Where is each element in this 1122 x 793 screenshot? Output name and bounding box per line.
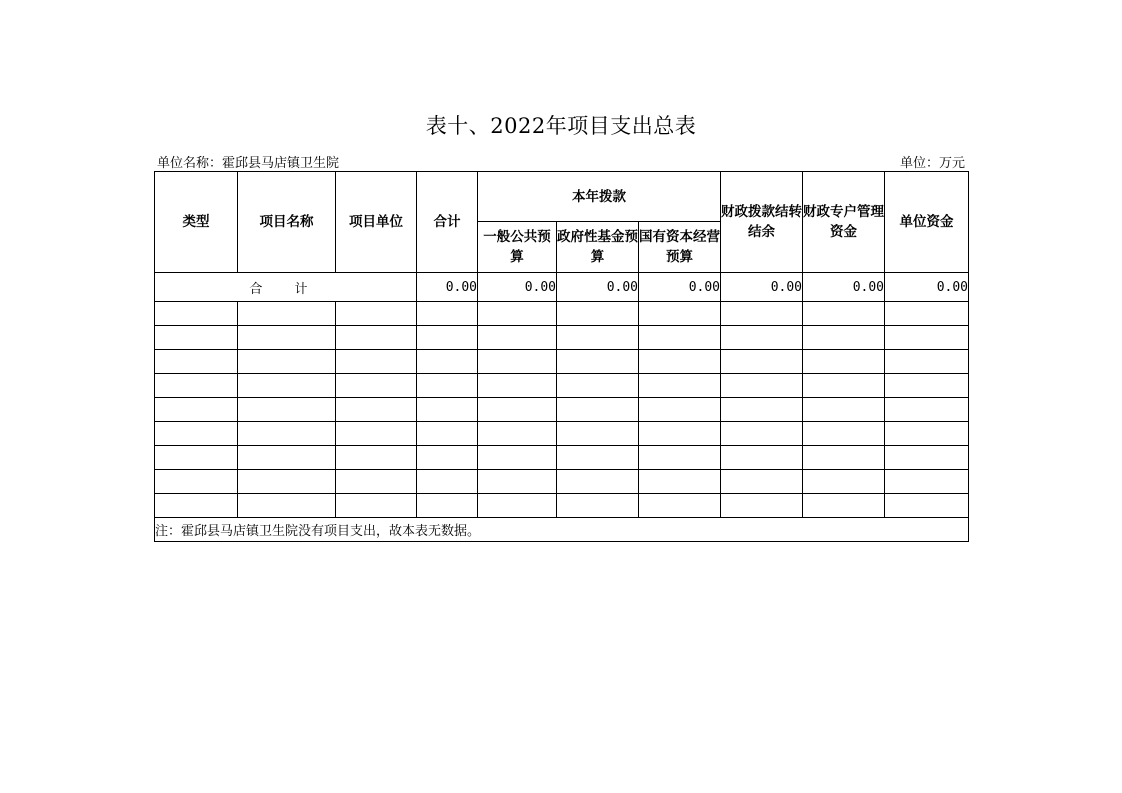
state-capital-value: 0.00 bbox=[639, 273, 721, 302]
table-cell bbox=[557, 446, 639, 470]
table-cell bbox=[155, 422, 238, 446]
table-cell bbox=[478, 398, 557, 422]
table-row bbox=[155, 326, 969, 350]
table-cell bbox=[721, 326, 803, 350]
header-state-capital-budget: 国有资本经营预算 bbox=[639, 222, 721, 273]
table-cell bbox=[478, 470, 557, 494]
fiscal-carryover-value: 0.00 bbox=[721, 273, 803, 302]
table-cell bbox=[155, 374, 238, 398]
table-cell bbox=[238, 470, 336, 494]
table-cell bbox=[238, 446, 336, 470]
table-cell bbox=[557, 350, 639, 374]
table-row bbox=[155, 398, 969, 422]
currency-unit-label: 单位：万元 bbox=[899, 156, 965, 171]
table-cell bbox=[155, 326, 238, 350]
table-cell bbox=[336, 398, 417, 422]
table-cell bbox=[885, 422, 969, 446]
table-cell bbox=[639, 422, 721, 446]
header-fiscal-special-account: 财政专户管理资金 bbox=[803, 172, 885, 273]
table-cell bbox=[803, 422, 885, 446]
table-cell bbox=[885, 446, 969, 470]
total-row bbox=[155, 273, 969, 302]
table-cell bbox=[721, 446, 803, 470]
table-cell bbox=[478, 422, 557, 446]
table-cell bbox=[639, 446, 721, 470]
table-row bbox=[155, 422, 969, 446]
unit-name-label: 单位名称：霍邱县马店镇卫生院 bbox=[157, 156, 340, 171]
header-total: 合计 bbox=[417, 172, 478, 273]
header-unit-funds: 单位资金 bbox=[885, 172, 969, 273]
table-cell bbox=[639, 302, 721, 326]
table-cell bbox=[417, 398, 478, 422]
table-cell bbox=[639, 470, 721, 494]
table-cell bbox=[336, 446, 417, 470]
table-cell bbox=[557, 422, 639, 446]
table-cell bbox=[557, 494, 639, 518]
table-cell bbox=[557, 398, 639, 422]
table-cell bbox=[238, 494, 336, 518]
total-label: 合 计 bbox=[155, 273, 417, 302]
table-cell bbox=[478, 350, 557, 374]
table-cell bbox=[155, 470, 238, 494]
table-cell bbox=[336, 302, 417, 326]
table-note: 注：霍邱县马店镇卫生院没有项目支出，故本表无数据。 bbox=[155, 518, 969, 542]
table-cell bbox=[557, 302, 639, 326]
table-cell bbox=[417, 422, 478, 446]
table-cell bbox=[885, 398, 969, 422]
general-public-value: 0.00 bbox=[478, 273, 557, 302]
header-type: 类型 bbox=[155, 172, 238, 273]
project-expenditure-table bbox=[154, 171, 969, 542]
table-cell bbox=[238, 398, 336, 422]
table-cell bbox=[885, 374, 969, 398]
table-cell bbox=[155, 398, 238, 422]
table-row bbox=[155, 470, 969, 494]
table-cell bbox=[721, 422, 803, 446]
page-title: 表十、2022年项目支出总表 bbox=[425, 114, 697, 138]
table-cell bbox=[478, 326, 557, 350]
table-row bbox=[155, 350, 969, 374]
table-cell bbox=[639, 398, 721, 422]
table-cell bbox=[336, 350, 417, 374]
table-cell bbox=[238, 326, 336, 350]
table-cell bbox=[721, 302, 803, 326]
gov-fund-value: 0.00 bbox=[557, 273, 639, 302]
table-cell bbox=[417, 302, 478, 326]
table-cell bbox=[803, 398, 885, 422]
table-cell bbox=[885, 470, 969, 494]
table-cell bbox=[639, 494, 721, 518]
table-cell bbox=[336, 470, 417, 494]
fiscal-special-value: 0.00 bbox=[803, 273, 885, 302]
table-cell bbox=[557, 470, 639, 494]
table-cell bbox=[336, 422, 417, 446]
table-cell bbox=[238, 422, 336, 446]
header-project-unit: 项目单位 bbox=[336, 172, 417, 273]
table-cell bbox=[803, 350, 885, 374]
table-cell bbox=[336, 494, 417, 518]
table-cell bbox=[155, 302, 238, 326]
table-cell bbox=[238, 374, 336, 398]
table-cell bbox=[885, 494, 969, 518]
table-cell bbox=[721, 374, 803, 398]
table-cell bbox=[478, 494, 557, 518]
table-cell bbox=[417, 326, 478, 350]
table-cell bbox=[155, 446, 238, 470]
table-cell bbox=[639, 350, 721, 374]
header-row-1 bbox=[155, 172, 969, 222]
table-cell bbox=[885, 302, 969, 326]
table-cell bbox=[803, 494, 885, 518]
table-cell bbox=[803, 446, 885, 470]
table-cell bbox=[336, 374, 417, 398]
header-project-name: 项目名称 bbox=[238, 172, 336, 273]
header-current-year-allocation: 本年拨款 bbox=[478, 172, 721, 222]
table-cell bbox=[336, 326, 417, 350]
table-cell bbox=[417, 470, 478, 494]
table-cell bbox=[417, 446, 478, 470]
table-cell bbox=[155, 350, 238, 374]
table-cell bbox=[721, 398, 803, 422]
table-cell bbox=[803, 374, 885, 398]
table-cell bbox=[238, 302, 336, 326]
table-cell bbox=[155, 494, 238, 518]
table-cell bbox=[417, 494, 478, 518]
table-cell bbox=[803, 470, 885, 494]
table-row bbox=[155, 302, 969, 326]
table-cell bbox=[557, 326, 639, 350]
table-cell bbox=[639, 374, 721, 398]
table-cell bbox=[721, 494, 803, 518]
header-gov-fund-budget: 政府性基金预算 bbox=[557, 222, 639, 273]
table-cell bbox=[478, 374, 557, 398]
table-cell bbox=[803, 326, 885, 350]
table-row bbox=[155, 374, 969, 398]
table-cell bbox=[417, 350, 478, 374]
table-cell bbox=[721, 470, 803, 494]
table-cell bbox=[417, 374, 478, 398]
table-row bbox=[155, 446, 969, 470]
table-cell bbox=[721, 350, 803, 374]
table-cell bbox=[803, 302, 885, 326]
table-cell bbox=[885, 350, 969, 374]
table-cell bbox=[238, 350, 336, 374]
table-cell bbox=[885, 326, 969, 350]
header-fiscal-carryover: 财政拨款结转结余 bbox=[721, 172, 803, 273]
total-value: 0.00 bbox=[417, 273, 478, 302]
table-cell bbox=[639, 326, 721, 350]
table-cell bbox=[478, 302, 557, 326]
header-general-public-budget: 一般公共预算 bbox=[478, 222, 557, 273]
table-cell bbox=[557, 374, 639, 398]
table-row bbox=[155, 494, 969, 518]
unit-funds-value: 0.00 bbox=[885, 273, 969, 302]
table-cell bbox=[478, 446, 557, 470]
note-row bbox=[155, 518, 969, 542]
